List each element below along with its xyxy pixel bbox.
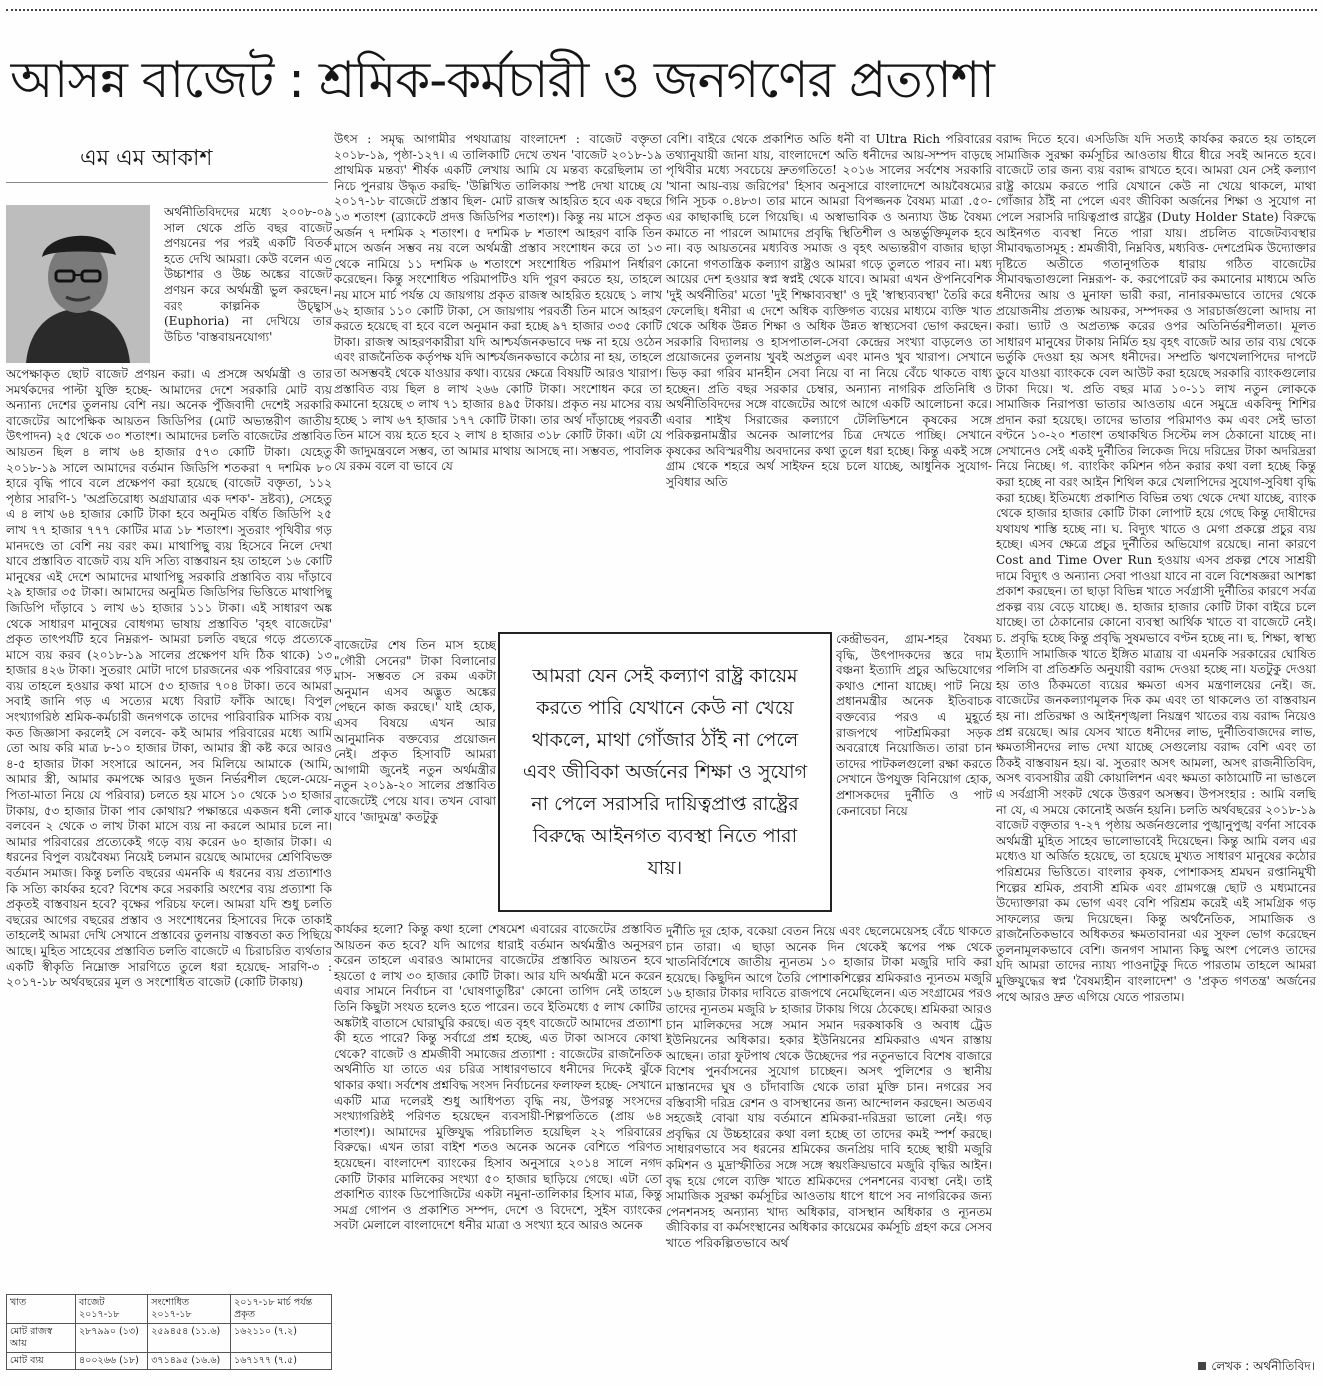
table-cell: ১৬৭১৭৭ (৭.৫) xyxy=(231,1353,332,1370)
table-cell: মোট ব্যয় xyxy=(7,1353,76,1370)
article-paragraph: বেশি। বাইরে থেকে প্রকাশিত অতি ধনী বা Ultra Rich পরিবারের তথ্যানুযায়ী জানা যায়, বাংলাদেশে অতি ধনীদের আয়-সম্পদ বাড়ছে পৃথিবীর মধ্যে সবচেয়ে দ্রুতগতিতে! ২০১৬ সালের সর্বশেষ সরকারি 'খানা আয়-ব্যয় জরিপের' হিসাব অনুসারে বাংলাদেশে আয়বৈষম্যের গিনি সূচক ০.৪৮৩। তার মানে আমরা বিপজ্জনক বৈষম্য মাত্রা .৫০-এর কাছাকাছি চলে গিয়েছি। এ অস্বাভাবিক ও অন্যায্য উচ্চ বৈষম্য কমাতে না পারলে আমাদের প্রবৃদ্ধি স্থিতিশীল ও অন্তর্ভুক্তিমূলক হবে না। বড় আয়তনের মধ্যবিত্ত সমাজ ও বৃহৎ অভ্যন্তরীণ বাজার ছাড়া কোনো গণতান্ত্রিক কল্যাণ রাষ্ট্রও আমরা গড়ে তুলতে পারব না। মধ্য আয়ের দেশ হওয়ার স্বপ্ন স্বপ্নই থেকে যাবে। আমরা এখন ঔপনিবেশিক 'দুই অর্থনীতির' মতো 'দুই শিক্ষাব্যবস্থা' ও দুই 'স্বাস্থ্যব্যবস্থা' তৈরি করে ফেলেছি। ধনীরা এ দেশে অধিক ব্যক্তিগত ব্যয়ের মাধ্যমে ব্যক্তি খাত থেকে অধিক উন্নত শিক্ষা ও অধিক উন্নত স্বাস্থ্যসেবা ভোগ করছেন। সরকারি বিদ্যালয় ও হাসপাতাল-সেবা কেন্দ্রের সংখ্যা বাড়লেও তা প্রয়োজনের তুলনায় খুবই অপ্রতুল এবং মানও খুব খারাপ। সেখানে ভিড় করা গরিব মানহীন সেবা নিয়ে বা না নিয়ে বেঁচে থাকতে বাধ্য হচ্ছেন। প্রতি বছর সরকার চেম্বার, অন্যান্য নাগরিক প্রতিনিধি ও অর্থনীতিবিদদের সঙ্গে বাজেটের আগে আগে একটি আলোচনা করে। এবার শাইখ সিরাজের কল্যাণে টেলিভিশনে কৃষকের সঙ্গে পরিকল্পনামন্ত্রীর অনেক আলাপের চিত্র দেখতে পাচ্ছি। সেখানে কৃষকের অবিস্মরণীয় অবদানের কথা তুলে ধরা হচ্ছে। কিন্তু একই সঙ্গে গ্রাম থেকে শহরে অর্থ সাইফন হয়ে চলে যাচ্ছে, আধুনিক সুযোগ-সুবিধার অতি xyxy=(666,132,992,490)
square-bullet-icon xyxy=(1198,1362,1206,1370)
article-column-1 xyxy=(6,367,332,1287)
table-header-row xyxy=(7,1295,332,1324)
pull-quote-text: আমরা যেন সেই কল্যাণ রাষ্ট্র কায়েম করতে পারি যেখানে কেউ না খেয়ে থাকলে, মাথা গোঁজার ঠাঁই না পেলে এবং জীবিকা অর্জনের শিক্ষা ও সুযোগ না পেলে সরাসরি দায়িত্বপ্রাপ্ত রাষ্ট্রের বিরুদ্ধে আইনগত ব্যবস্থা নিতে পারা যায়। xyxy=(522,665,808,879)
table-cell: মোট রাজস্ব আয় xyxy=(7,1324,76,1353)
table-cell: ২৮৭৯৯০ (১৩) xyxy=(76,1324,148,1353)
pull-quote xyxy=(498,632,832,912)
article-paragraph: কেন্দ্রীভবন, গ্রাম-শহর বৈষম্য বৃদ্ধি, উৎপাদকদের স্তরে দাম বঞ্চনা ইত্যাদি প্রচুর অভিযোগের কথাও শোনা যাচ্ছে। পাট নিয়ে প্রধানমন্ত্রীর অনেক ইতিবাচক বক্তব্যের পরও এ মুহূর্তে রাজপথে পাটশ্রমিকরা সড়ক অবরোধে নিয়োজিত। তারা চান তাদের পাটকলগুলো রক্ষা করতে সেখানে উপযুক্ত বিনিয়োগ হোক, প্রশাসকদের দুর্নীতি ও পাট কেনাবেচা নিয়ে xyxy=(836,632,992,818)
budget-table xyxy=(6,1294,332,1370)
table-cell: ৪০০২৬৬ (১৮) xyxy=(76,1353,148,1370)
table-cell: ৩৭১৪৯৫ (১৬.৬) xyxy=(148,1353,231,1370)
author-photo xyxy=(6,205,150,363)
table-cell: ২৫৯৪৫৪ (১১.৬) xyxy=(148,1324,231,1353)
table-row xyxy=(7,1353,332,1370)
table-cell: ১৬২১১০ (৭.২) xyxy=(231,1324,332,1353)
author-portrait-graphic xyxy=(6,205,150,363)
byline: এম এম আকাশ xyxy=(80,146,213,171)
author-note xyxy=(1198,1358,1315,1374)
table-header-cell: ২০১৭-১৮ মার্চ পর্যন্ত প্রকৃত xyxy=(231,1295,332,1324)
top-dotted-rule xyxy=(6,9,1317,11)
table-header-cell: সংশোধিত ২০১৭-১৮ xyxy=(148,1295,231,1324)
article-paragraph: অর্থনীতিবিদদের মধ্যে ২০০৮-০৯ সাল থেকে প্রতি বছর বাজেট প্রণয়নের পর পরই একটি বিতর্ক হতে দেখি আমরা। কেউ বলেন এত উচ্চাশার ও উচ্চ অঙ্কের বাজেট প্রণয়ন করে অর্থমন্ত্রী ভুল করছেন। বরং কাল্পনিক উচ্ছ্বাস (Euphoria) না দেখিয়ে তার উচিত 'বাস্তবায়নযোগ্য' xyxy=(164,205,332,344)
article-paragraph: দুর্নীতি দূর হোক, বকেয়া বেতন নিয়ে এবং ছেলেমেয়েসহ বেঁচে থাকতে চান তারা। এ ছাড়া অনেক দিন থেকেই স্কপের পক্ষ থেকে খাতনির্বিশেষে জাতীয় ন্যূনতম ১০ হাজার টাকা মজুরি দাবি করা হয়েছে। কিছুদিন আগে তৈরি পোশাকশিল্পের শ্রমিকরাও ন্যূনতম মজুরি ১৬ হাজার টাকার দাবিতে রাজপথে নেমেছিলেন। এত সংগ্রামের পরও তাদের ন্যূনতম মজুরি ৮ হাজার টাকায় গিয়ে ঠেকেছে। শ্রমিকরা আরও চান মালিকদের সঙ্গে সমান সমান দরকষাকষি ও অবাধ ট্রেড ইউনিয়নের অধিকার। হকার ইউনিয়নের শ্রমিকরাও এখন রাস্তায় আছেন। তারা ফুটপাথ থেকে উচ্ছেদের পর নতুনভাবে বিশেষ বাজারে বিশেষ পুনর্বাসনের সুযোগ চাচ্ছেন। অসৎ পুলিশের ও স্থানীয় মাস্তানদের ঘুষ ও চাঁদাবাজি থেকে তারা মুক্তি চান। নগরের সব বস্তিবাসী দরিদ্র রেশন ও বাসস্থানের জন্য আন্দোলন করছেন। অতএব সহজেই বোঝা যায় বর্তমানে শ্রমিকরা-দরিদ্ররা ভালো নেই। গড় প্রবৃদ্ধির যে উচ্চহারের কথা বলা হচ্ছে তা তাদের কমই স্পর্শ করছে। সাধারণভাবে সব ধরনের শ্রমিকের জনপ্রিয় দাবি হচ্ছে স্থায়ী মজুরি কমিশন ও মুদ্রাস্ফীতির সঙ্গে সঙ্গে স্বয়ংক্রিয়ভাবে মজুরি বৃদ্ধির আইন। বৃদ্ধ হয়ে গেলে ব্যক্তি খাতে শ্রমিকদের পেনশনের ব্যবস্থা নেই। তাই সামাজিক সুরক্ষা কর্মসূচির আওতায় ধাপে ধাপে সব নাগরিকের জন্য পেনশনসহ অন্যান্য খাদ্য অধিকার, বাসস্থান অধিকার ও ন্যূনতম জীবিকার বা কর্মসংস্থানের অধিকার কায়েমের কর্মসূচি গ্রহণ করে সেসব খাতে পরিকল্পিতভাবে অর্থ xyxy=(666,924,992,1250)
article-column-4 xyxy=(996,132,1316,1357)
article-paragraph: বরাদ্দ দিতে হবে। এসডিজি যদি সত্যই কার্যকর করতে হয় তাহলে সামাজিক সুরক্ষা কর্মসূচির আওতায় ধীরে ধীরে সবই আনতে হবে। বাজেটে তার জন্য ব্যয় বরাদ্দ রাখতে হবে। আমরা যেন সেই কল্যাণ রাষ্ট্র কায়েম করতে পারি যেখানে কেউ না খেয়ে থাকলে, মাথা গোঁজার ঠাঁই না পেলে এবং জীবিকা অর্জনের শিক্ষা ও সুযোগ না পেলে সরাসরি দায়িত্বপ্রাপ্ত রাষ্ট্রের (Duty Holder State) বিরুদ্ধে আইনগত ব্যবস্থা নিতে পারা যায়। প্রচলিত বাজেটব্যবস্থার সীমাবদ্ধতাসমূহ : শ্রমজীবী, নিম্নবিত্ত, মধ্যবিত্ত- দেশপ্রেমিক উদ্যোক্তার দৃষ্টিতে অতীতে গতানুগতিক ধারায় গঠিত বাজেটের সীমাবদ্ধতাগুলো নিম্নরূপ- ক. করপোরেট কর কমানোর মাধ্যমে অতি ধনীদের আয় ও মুনাফা ভারী করা, নানারকমভাবে তাদের থেকে প্রয়োজনীয় প্রত্যক্ষ আয়কর, সম্পদকর ও সারচার্জগুলো আদায় না করা। ভ্যাট ও অপ্রত্যক্ষ করের ওপর অতিনির্ভরশীলতা। মূলত সাধারণ মানুষের টাকায় নির্মিত হয় বৃহৎ বাজেট আর তার ব্যয় থেকে ভর্তুকি দেওয়া হয় অসৎ ধনীদের। সম্প্রতি ঋণখেলাপিদের দাপটে ডুবে যাওয়া ব্যাংককে বেল আউট করা হয়েছে সরকারি ব্যাংকগুলোর টাকা দিয়ে। খ. প্রতি বছর মাত্র ১০-১১ লাখ নতুন লোককে সামাজিক নিরাপত্তা ভাতার আওতায় এনে সমুদ্রে একবিন্দু শিশির প্রদান করা হয়েছে। তাদের ভাতার পরিমাণও কম এবং সেই ভাতা বণ্টনে ১০-২০ শতাংশ তথাকথিত সিস্টেম লস ঠেকানো যাচ্ছে না। সেখানেও সেই একই দুর্নীতির লিকেজ দিয়ে দরিদ্রের টাকা অদরিদ্ররা নিয়ে নিচ্ছে। গ. ব্যাংকিং কমিশন গঠন করার কথা বলা হচ্ছে কিন্তু করা হচ্ছে না বরং আইন শিথিল করে খেলাপিদের সুযোগ-সুবিধা বৃদ্ধি করা হচ্ছে। ইতিমধ্যে প্রকাশিত বিভিন্ন তথ্য থেকে দেখা যাচ্ছে, ব্যাংক থেকে হাজার হাজার কোটি টাকা লোপাট হয়ে গেছে কিন্তু দোষীদের যথাযথ শাস্তি হচ্ছে না। ঘ. বিদ্যুৎ খাতে ও মেগা প্রকল্পে প্রচুর ব্যয় হচ্ছে। এসব ক্ষেত্রে প্রচুর দুর্নীতির অভিযোগ রয়েছে। নানা কারণে Cost and Time Over Run হওয়ায় এসব প্রকল্প শেষে সাশ্রয়ী দামে বিদ্যুৎ ও অন্যান্য সেবা পাওয়া যাবে না বলে বিশেষজ্ঞরা আশঙ্কা প্রকাশ করছেন। তা ছাড়া বিভিন্ন খাতে সর্বগ্রাসী দুর্নীতির কারণে সর্বত্র প্রকল্প ব্যয় বেড়ে যাচ্ছে। ঙ. হাজার হাজার কোটি টাকা বাইরে চলে যাচ্ছে। তা ঠেকানোর কোনো ব্যবস্থা আর্থিক খাতে বা বাজেটে নেই। চ. প্রবৃদ্ধি হচ্ছে কিন্তু প্রবৃদ্ধি সুষমভাবে বণ্টন হচ্ছে না। ছ. শিক্ষা, স্বাস্থ্য ইত্যাদি সামাজিক খাতে ইঙ্গিত মাত্রায় বা এমনকি সরকারের ঘোষিত পলিসি বা প্রতিশ্রুতি অনুযায়ী বরাদ্দ দেওয়া হচ্ছে না। যতটুকু দেওয়া হয় তাও ঠিকমতো ব্যয়ের ক্ষমতা এসব মন্ত্রণালয়ের নেই। জ. বাজেটের জনকল্যাণমূলক দিক কম এবং তা থাকলেও তা বাস্তবায়ন হয় না। প্রতিরক্ষা ও আইনশৃঙ্খলা নিয়ন্ত্রণ খাতের ব্যয় বরাদ্দ নিয়েও প্রশ্ন রয়েছে। আর যেসব খাতে ধনীদের লাভ, দুর্নীতিবাজদের লাভ, ক্ষমতাসীনদের লাভ দেখা যাচ্ছে সেগুলোয় বরাদ্দ বেশি এবং তা ঠিকই বাস্তবায়ন হয়। ঝ. সুতরাং অসৎ আমলা, অসৎ রাজনীতিবিদ, অসৎ ব্যবসায়ীর ত্রয়ী কোয়ালিশন এবং ক্ষমতা কাঠামোটি না ভাঙলে এ সর্বগ্রাসী সংকট থেকে উত্তরণ অসম্ভব। উপসংহার : আমি বলছি না যে, এ সময়ে কোনোই অর্জন হয়নি। চলতি অর্থবছরের ২০১৮-১৯ বাজেট বক্তৃতার ৭-২৭ পৃষ্ঠায় অর্জনগুলোর পুঙ্খানুপুঙ্খ বর্ণনা সাবেক অর্থমন্ত্রী মুহিত সাহেব ভালোভাবেই দিয়েছেন। কিন্তু আমি বলব এর মধ্যেও যা অর্জিত হয়েছে, তা হয়েছে মুখ্যত সাধারণ মানুষের কঠোর পরিশ্রমের ভিত্তিতে। বাংলার কৃষক, পোশাকসহ শ্রমঘন রপ্তানিমুখী শিল্পের শ্রমিক, প্রবাসী শ্রমিক এবং গ্রামগঞ্জে ছোট ও মধ্যমানের উদ্যোক্তারা কম ভোগ এবং বেশি পরিশ্রম করেই এই সামগ্রিক গড় সাফল্যের জন্ম দিয়েছেন। কিন্তু অর্থনৈতিক, সামাজিক ও রাজনৈতিকভাবে অধিকতর ক্ষমতাবানরা এর সুফল ভোগ করেছেন তুলনামূলকভাবে বেশি। জনগণ সামান্য কিছু অংশ পেলেও তাদের যদি আমরা তাদের ন্যায্য পাওনাটুকু দিতে পারতাম তাহলে আমরা মুক্তিযুদ্ধের স্বপ্ন 'বৈষম্যহীন বাংলাদেশ' ও 'প্রকৃত গণতন্ত্র' অর্জনের পথে আরও দ্রুত এগিয়ে যেতে পারতাম। xyxy=(996,132,1316,1004)
article-column-1-intro xyxy=(164,205,332,365)
article-paragraph: উৎস : সমৃদ্ধ আগামীর পথযাত্রায় বাংলাদেশ : বাজেট বক্তৃতা ২০১৮-১৯, পৃষ্ঠা-১২৭। এ তালিকাটি দেখে তখন 'বাজেট ২০১৮-১৯ প্রাথমিক মন্তব্য' শীর্ষক একটি লেখায় আমি যে মন্তব্য করেছিলাম তা নিচে পুনরায় উদ্ধৃত করছি- 'উল্লিখিত তালিকায় স্পষ্ট দেখা যাচ্ছে যে ২০১৭-১৮ বাজেটে প্রস্তাব ছিল- মোট রাজস্ব আহরিত হবে এক বছরে ১৩ শতাংশ (ব্র্যাকেটে প্রদত্ত জিডিপির শতাংশ)। কিন্তু নয় মাসে প্রকৃত অর্জন ৭ দশমিক ২ শতাংশ। ৫ দশমিক ৮ শতাংশ আহরণ বাকি তিন মাসে অর্জন সম্ভব নয় বলে অর্থমন্ত্রী প্রস্তাব সংশোধন করে তা ১৩ থেকে নামিয়ে ১১ দশমিক ৬ শতাংশে সংশোধিত পরিমাপ নির্ধারণ করেছেন। কিন্তু সংশোধিত পরিমাপটিও যদি পূরণ করতে হয়, তাহলে নয় মাসে মার্চ পর্যন্ত যে জায়গায় প্রকৃত রাজস্ব আহরিত হয়েছে ১ লাখ ৬২ হাজার ১১০ কোটি টাকা, সে জায়গায় পরবর্তী তিন মাসে আহরণ করতে হয়েছে বা হবে বলে অনুমান করা হচ্ছে ৯৭ হাজার ৩৩৫ কোটি টাকা। রাজস্ব আহরণকারীরা যদি আশ্চর্যজনকভাবে দক্ষ না হয়ে ওঠেন এবং রাজনৈতিক কর্তৃপক্ষ যদি আশ্চর্যজনকভাবে কঠোর না হয়, তাহলে তা অসম্ভবই থেকে যাওয়ার কথা। ব্যয়ের ক্ষেত্রে বিষয়টি আরও খারাপ। প্রস্তাবিত ব্যয় ছিল ৪ লাখ ২৬৬ কোটি টাকা। সংশোধন করে তা কমানো হয়েছে ৩ লাখ ৭১ হাজার ৪৯৫ টাকায়। প্রকৃত নয় মাসের ব্যয় হচ্ছে ১ লাখ ৬৭ হাজার ১৭৭ কোটি টাকা। তার অর্থ দাঁড়াচ্ছে পরবর্তী তিন মাসে ব্যয় হতে হবে ২ লাখ ৪ হাজার ৩১৮ কোটি টাকা। এটা যে কী জাদুমন্ত্রবলে সম্ভব, তা আমার মাথায় আসছে না। সম্ভবত, পাবলিক যে রকম বলে বা ভাবে যে xyxy=(334,132,662,474)
table-header-cell: বাজেট ২০১৭-১৮ xyxy=(76,1295,148,1324)
table-header-cell: খাত xyxy=(7,1295,76,1324)
author-note-text: লেখক : অর্থনীতিবিদ। xyxy=(1211,1359,1315,1373)
article-paragraph: বাজেটের শেষ তিন মাস হচ্ছে "গৌরী সেনের" টাকা বিলানোর মাস- সম্ভবত সে রকম একটা অনুমান এসব অদ্ভুত অঙ্কের পেছনে কাজ করছে।' যাই হোক, এসব বিষয়ে এখন আর আনুমানিক বক্তব্যের প্রয়োজন নেই। প্রকৃত হিসাবটি আমরা আগামী জুনেই নতুন অর্থমন্ত্রীর নতুন ২০১৯-২০ সালের প্রস্তাবিত বাজেটেই পেয়ে যাব। তখন বোঝা যাবে 'জাদুমন্ত্র' কতটুকু xyxy=(334,638,496,824)
article-column-2-narrow xyxy=(334,638,496,921)
article-column-3-narrow xyxy=(836,632,992,922)
table-row xyxy=(7,1324,332,1353)
headline: আসন্ন বাজেট : শ্রমিক-কর্মচারী ও জনগণের প্রত্যাশা xyxy=(10,51,994,109)
article-paragraph: কার্যকর হলো? কিন্তু কথা হলো শেষমেশ এবারের বাজেটের প্রস্তাবিত আয়তন কত হবে? যদি আগের ধারাই বর্তমান অর্থমন্ত্রীও অনুসরণ করেন তাহলে এবারও আমাদের বাজেটের প্রস্তাবিত আয়তন হবে হয়তো ৫ লাখ ৩০ হাজার কোটি টাকা। আর যদি অর্থমন্ত্রী মনে করেন এবার সামনে নির্বাচন বা 'ঘোষণাতুষ্টির' কোনো তাগিদ নেই তাহলে তিনি কিছুটা সংযত হলেও হতে পারেন। তবে ইতিমধ্যে ৫ লাখ কোটির অঙ্কটাই বাতাসে ঘোরাঘুরি করছে। এত বৃহৎ বাজেটে আমাদের প্রত্যাশা কী হতে পারে? কিন্তু সর্বাগ্রে প্রশ্ন হচ্ছে, এত টাকা আসবে কোথা থেকে? বাজেট ও শ্রমজীবী সমাজের প্রত্যাশা : বাজেটের রাজনৈতিক অর্থনীতি যা তাতে এর চরিত্র সাধারণভাবে ধনীদের দিকেই ঝুঁকে থাকার কথা। সর্বশেষ প্রশ্নবিদ্ধ সংসদ নির্বাচনের ফলাফল হচ্ছে- সেখানে একটি মাত্র দলেরই শুধু আধিপত্য বৃদ্ধি নয়, উপরন্তু সংসদের সংখ্যাগরিষ্ঠই পরিণত হয়েছেন ব্যবসায়ী-শিল্পপতিতে (প্রায় ৬৪ শতাংশ)। আমাদের মুক্তিযুদ্ধ পরিচালিত হয়েছিল ২২ পরিবারের বিরুদ্ধে। এখন তারা বাইশ শতও অনেক অনেক বেশিতে পরিণত হয়েছেন। বাংলাদেশ ব্যাংকের হিসাব অনুসারে ২০১৪ সালে নগদ কোটি টাকার মালিকের সংখ্যা ৫০ হাজার ছাড়িয়ে গেছে। এটা তো প্রকাশিত ব্যাংক ডিপোজিটের একটা নমুনা-তালিকার হিসাব মাত্র, কিন্তু সমগ্র গোপন ও প্রকাশিত সম্পদ, দেশে ও বিদেশে, সুইস ব্যাংকের সবটা মেলালে বাংলাদেশে ধনীর মাত্রা ও সংখ্যা হবে আরও অনেক xyxy=(334,922,662,1233)
article-paragraph: অপেক্ষাকৃত ছোট বাজেট প্রণয়ন করা। এ প্রসঙ্গে অর্থমন্ত্রী ও তার সমর্থকদের পাল্টা যুক্তি হচ্ছে- আমাদের দেশে সরকারি মোট ব্যয় অন্যান্য দেশের তুলনায় বেশি নয়। অনেক পুঁজিবাদী দেশেই সরকারি বাজেটের আপেক্ষিক আয়তন জিডিপির (মোট অভ্যন্তরীণ জাতীয় উৎপাদন) ২৫ থেকে ৩০ শতাংশ। আমাদের চলতি বাজেটের প্রস্তাবিত আয়তন ছিল ৪ লাখ ৬৪ হাজার ৫৭৩ কোটি টাকা। যেহেতু ২০১৮-১৯ সালে আমাদের বর্তমান জিডিপি শতকরা ৭ দশমিক ৮০ হারে বৃদ্ধি পাবে বলে প্রক্ষেপণ করা হয়েছে (বাজেট বক্তৃতা, ১১২ পৃষ্ঠার সারণি-১ 'অপ্রতিরোধ্য অগ্রযাত্রার এক দশক'- দ্রষ্টব্য), সেহেতু এ ৪ লাখ ৬৪ হাজার কোটি টাকা হবে অনুমিত বর্ধিত জিডিপি ২৫ লাখ ৭৭ হাজার ৭৭৭ কোটির মাত্র ১৮ শতাংশ। সুতরাং পৃথিবীর গড় মানদণ্ডে তা বেশি নয় বরং কম। মাথাপিছু ব্যয় হিসেবে নিলে দেখা যাবে প্রস্তাবিত বাজেট ব্যয় যদি সত্যি বাস্তবায়ন হয় তাহলে ১৬ কোটি মানুষের এই দেশে আমাদের মাথাপিছু সরকারি প্রস্তাবিত ব্যয় দাঁড়াবে ২৯ হাজার ৩৫ টাকা। আমাদের অনুমিত জিডিপির ভিত্তিতে মাথাপিছু জিডিপি দাঁড়াবে ১ লাখ ৬১ হাজার ১১১ টাকা। এই সাধারণ অঙ্ক থেকে সাধারণ মানুষের বোধগম্য ভাষায় প্রস্তাবিত 'বৃহৎ বাজেটের' প্রকৃত তাৎপর্যটি হবে নিম্নরূপ- আমরা চলতি বছরে গড়ে প্রত্যেকে মাসে ব্যয় করব (২০১৮-১৯ সালের প্রক্ষেপণ যদি ঠিক থাকে) ১৩ হাজার ৪২৬ টাকা। সুতরাং মোটা দাগে চারজনের এক পরিবারের গড় ব্যয় তাহলে হওয়ার কথা মাসে ৫৩ হাজার ৭০৪ টাকা। তবে আমরা সবাই জানি গড় এ সত্যের মধ্যে বিরাট ফাঁকি আছে। বিপুল সংখ্যাগরিষ্ঠ শ্রমিক-কর্মচারী জনগণকে তাদের পারিবারিক মাসিক ব্যয় কত জিজ্ঞাসা করলেই সে বলবে- কই আমার পরিবারের মধ্যে আমি তো আয় করি মাত্র ৮-১০ হাজার টাকা, আমার স্ত্রী কষ্ট করে আরও ৪-৫ হাজার টাকা সংসারে আনেন, সব মিলিয়ে আমাকে (আমি, আমার স্ত্রী, আমার কমপক্ষে আরও দুজন নির্ভরশীল ছেলে-মেয়ে-পিতা-মাতা নিয়ে যে পরিবার) চলতে হয় মাসে ১০ থেকে ১৩ হাজার টাকায়, ৫৩ হাজার টাকা পাব কোথায়? পক্ষান্তরে একজন ধনী লোক বলবেন ২ থেকে ৩ লাখ টাকা মাসে ব্যয় না করলে আমার চলে না। আমার পরিবারের প্রত্যেকেই গড়ে ব্যয় করেন ৬০ হাজার টাকা। এ ধরনের বিপুল ব্যয়বৈষম্য নিয়েই চলমান রয়েছে আমাদের শ্রেণিবিভক্ত বর্তমান সমাজ। কিন্তু চলতি বছরের এমনকি এ ধরনের ব্যয় প্রত্যাশাও কি সত্যি কার্যকর হবে? বিশেষ করে সরকারি অংশের ব্যয় প্রত্যাশা কি প্রকৃতই বাস্তবায়ন হবে? বৃক্ষের পরিচয় ফলে। আমরা যদি শুধু চলতি বছরের আগের বছরের প্রস্তাব ও সংশোধনের হিসাবের দিকে তাকাই তাহলেই আমরা দেখি সেখানে প্রস্তাবের তুলনায় বাস্তবতা কত পিছিয়ে আছে। মুহিত সাহেবের প্রস্তাবিত চলতি বাজেটে এ চিরাচরিত ব্যর্থতার একটি স্বীকৃতি নিম্নোক্ত সারণিতে তুলে ধরা হয়েছে- সারণি-৩ : ২০১৭-১৮ অর্থবছরের মূল ও সংশোধিত বাজেট (কোটি টাকায়) xyxy=(6,367,332,990)
byline-rule xyxy=(6,182,328,183)
